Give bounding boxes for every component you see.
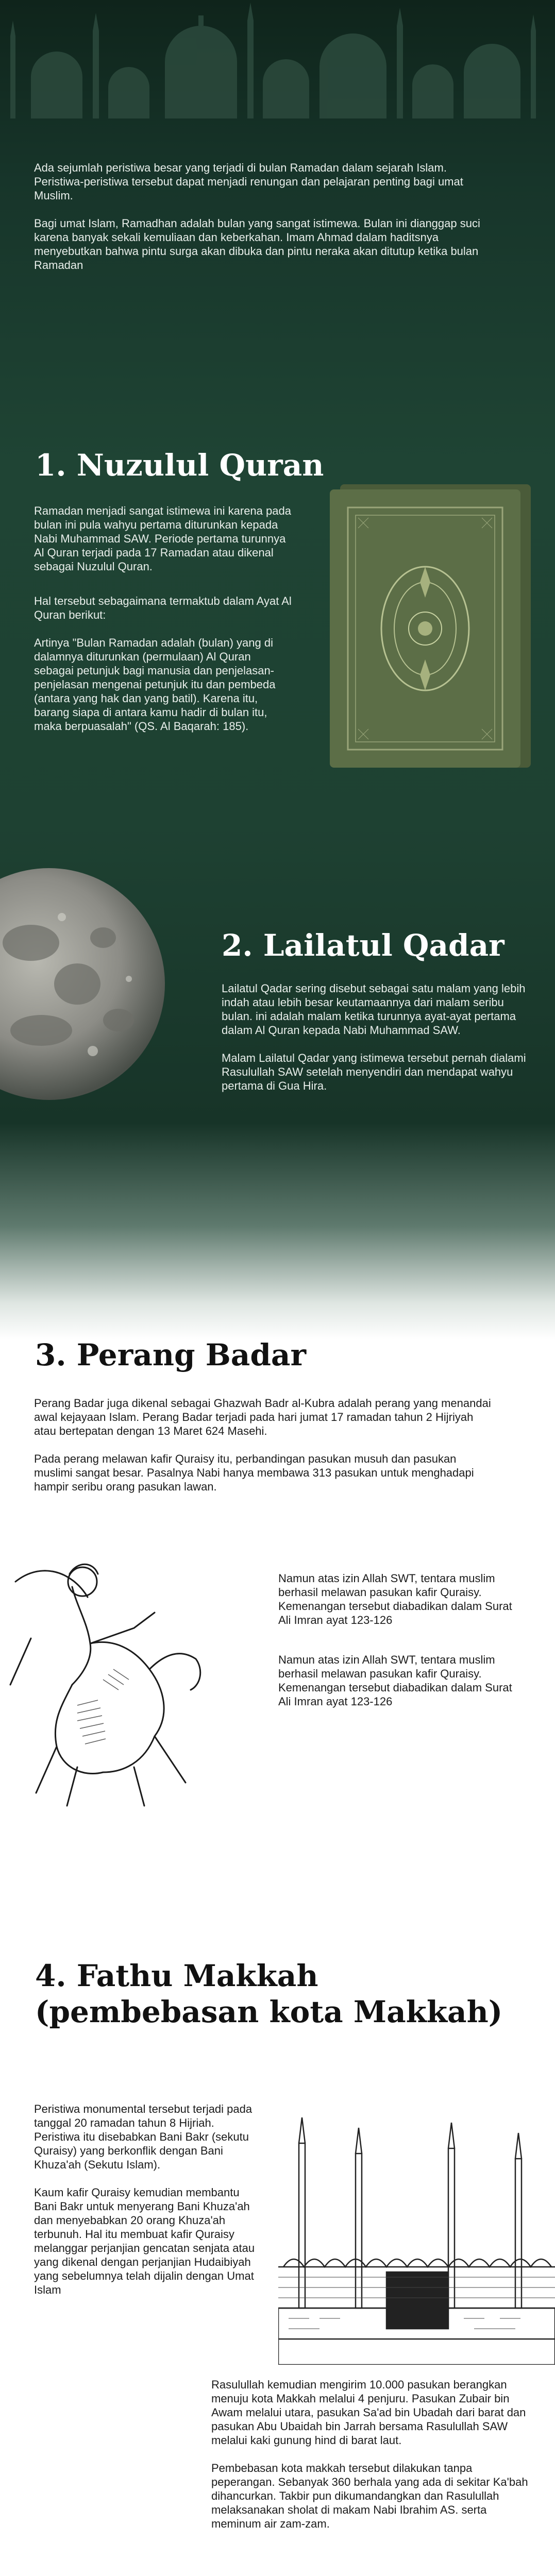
section-1-paragraph-3: Artinya "Bulan Ramadan adalah (bulan) yang di dalamnya diturunkan (permulaan) Al Quran sebagai petunjuk bagi manusia dan penjelasan-penjelasan mengenai petunjuk itu dan pembeda (antara yang hak dan yang batil). Karena itu, barang siapa di antara kamu hadir di bulan itu, maka berpuasalah" (QS. Al Baqarah: 185). [34,636,276,733]
intro-paragraph-1: Ada sejumlah peristiwa besar yang terjadi di bulan Ramadan dalam sejarah Islam. Peristiwa-peristiwa tersebut dapat menjadi renungan dan pelajaran penting bagi umat Muslim. [34,161,463,202]
intro-paragraph-2: Bagi umat Islam, Ramadhan adalah bulan yang sangat istimewa. Bulan ini dianggap suci karena banyak sekali kemuliaan dan keberkahan. Imam Ahmad dalam haditsnya menyebutkan bahwa pintu surga akan dibuka dan pintu neraka akan ditutup ketika bulan Ramadan [34,217,480,272]
section-3-title: 3. Perang Badar [35,1337,307,1372]
section-2-text [222,981,531,1107]
section-4-paragraph-2: Kaum kafir Quraisy kemudian membantu Bani Bakr untuk menyerang Bani Khuza'ah dan menyebabkan 20 orang Khuza'ah terbunuh. Hal itu membuat kafir Quraisy melanggar perjanjian gencatan senjata atau yang dikenal dengan perjanjian Hudaibiyah yang sebelumnya telah dijalin dengan Umat Islam [34,2186,255,2296]
section-4-text-right [211,2378,531,2545]
section-2-title: 2. Lailatul Qadar [222,928,504,963]
section-2-paragraph-2: Malam Lailatul Qadar yang istimewa tersebut pernah dialami Rasulullah SAW setelah menyendiri dan mendapat wahyu pertama di Gua Hira. [222,1052,526,1092]
section-2-paragraph-1: Lailatul Qadar sering disebut sebagai satu malam yang lebih indah atau lebih besar keutamaannya dari malam seribu bulan. ini adalah malam ketika turunnya ayat-ayat pertama dalam Al Quran kepada Nabi Muhammad SAW. [222,982,526,1037]
quran-book-illustration [319,479,546,773]
mosque-skyline-illustration [0,0,555,118]
section-4-paragraph-1: Peristiwa monumental tersebut terjadi pada tanggal 20 ramadan tahun 8 Hijriah. Peristiwa itu disebabkan Bani Bakr (sekutu Quraisy) yang berkonflik dengan Bani Khuza'ah (Sekutu Islam). [34,2103,253,2171]
section-4-paragraph-3: Rasulullah kemudian mengirim 10.000 pasukan berangkan menuju kota Makkah melalui 4 penjuru. Pasukan Zubair bin Awam melalui utara, pasukan Sa'ad bin Ubadah dari barat dan pasukan Abu Ubaidah bin Jarrah bersama Rasulullah SAW melalui kaki gunung hind di barat laut. [211,2378,526,2447]
section-3-paragraph-4: Namun atas izin Allah SWT, tentara muslim berhasil melawan pasukan kafir Quraisy. Kemenangan tersebut diabadikan dalam Surat Ali Imran ayat 123-126 [278,1653,512,1708]
intro-text [34,161,487,286]
moon-illustration [0,866,170,1103]
section-3-paragraph-1: Perang Badar juga dikenal sebagai Ghazwah Badr al-Kubra adalah perang yang menandai awal kejayaan Islam. Perang Badar terjadi pada hari jumat 17 ramadan tahun 2 Hijriyah atau bertepatan dengan 13 Maret 624 Masehi. [34,1397,491,1437]
makkah-mosque-illustration [278,2112,555,2365]
warrior-horse-illustration [0,1551,211,1808]
section-4-title-line-2: (pembebasan kota Makkah) [35,1994,503,2029]
section-4-paragraph-4: Pembebasan kota makkah tersebut dilakukan tanpa peperangan. Sebanyak 360 berhala yang ada di sekitar Ka'bah dihancurkan. Takbir pun dikumandangkan dan Rasulullah melaksanakan sholat di makam Nabi Ibrahim AS. serta meminum air zam-zam. [211,2462,528,2530]
section-3-paragraph-3: Namun atas izin Allah SWT, tentara muslim berhasil melawan pasukan kafir Quraisy. Kemenangan tersebut diabadikan dalam Surat Ali Imran ayat 123-126 [278,1572,512,1626]
section-1-text [34,504,292,747]
section-4-text-left [34,2102,261,2311]
section-3-side-text [278,1571,515,1722]
section-1-paragraph-2: Hal tersebut sebagaimana termaktub dalam Ayat Al Quran berikut: [34,595,292,621]
section-3-paragraph-2: Pada perang melawan kafir Quraisy itu, perbandingan pasukan musuh dan pasukan muslimi sangat besar. Pasalnya Nabi hanya membawa 313 pasukan untuk menghadapi hampir seribu orang pasukan lawan. [34,1452,474,1493]
section-1-paragraph-1: Ramadan menjadi sangat istimewa ini karena pada bulan ini pula wahyu pertama diturunkan kepada Nabi Muhammad SAW. Periode pertama turunnya Al Quran terjadi pada 17 Ramadan atau dikenal sebagai Nuzulul Quran. [34,504,291,573]
section-3-text [34,1396,493,1507]
section-1-title: 1. Nuzulul Quran [35,448,324,483]
section-4-title-line-1: 4. Fathu Makkah [35,1958,318,1993]
